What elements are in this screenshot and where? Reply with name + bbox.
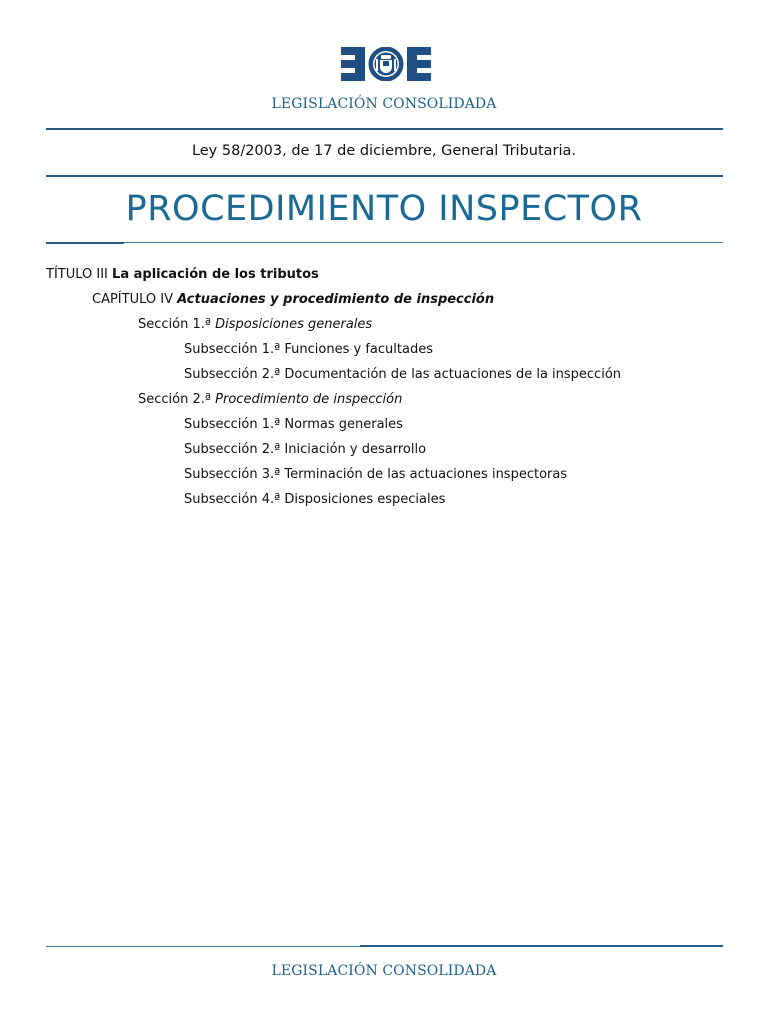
legislacion-consolidada-header: LEGISLACIÓN CONSOLIDADA [271, 96, 497, 112]
toc-subseccion: Subsección 1.ª Funciones y facultades [184, 342, 433, 357]
table-of-contents [46, 265, 736, 515]
toc-subseccion: Subsección 3.ª Terminación de las actuaciones inspectoras [184, 467, 568, 482]
toc-capitulo-prefix: CAPÍTULO IV [92, 292, 173, 307]
toc-seccion [46, 390, 736, 415]
toc-seccion-text: Disposiciones generales [215, 317, 373, 332]
toc-titulo [46, 265, 736, 290]
boe-logo [341, 47, 431, 81]
toc-capitulo [46, 290, 736, 315]
toc-subseccion: Subsección 2.ª Iniciación y desarrollo [184, 442, 427, 457]
page-title: PROCEDIMIENTO INSPECTOR [125, 189, 643, 229]
toc-subseccion: Subsección 4.ª Disposiciones especiales [184, 492, 446, 507]
toc-seccion-prefix: Sección 1.ª [138, 317, 212, 332]
title-bottom-divider [46, 242, 723, 243]
toc-capitulo-text: Actuaciones y procedimiento de inspección [177, 292, 495, 307]
toc-seccion-text: Procedimiento de inspección [215, 392, 403, 407]
boe-logo-b-letter [341, 47, 365, 81]
toc-subseccion: Subsección 1.ª Normas generales [184, 417, 403, 432]
title-bottom-divider-accent [46, 242, 124, 244]
footer-divider-accent [360, 945, 723, 947]
boe-logo-e-letter [407, 47, 431, 81]
toc-subseccion: Subsección 2.ª Documentación de las actuaciones de la inspección [184, 367, 622, 382]
law-title: Ley 58/2003, de 17 de diciembre, General Tributaria. [191, 143, 577, 159]
header-divider [46, 128, 723, 130]
legislacion-consolidada-footer: LEGISLACIÓN CONSOLIDADA [271, 963, 497, 979]
toc-seccion [46, 315, 736, 340]
title-top-divider [46, 175, 723, 177]
toc-titulo-prefix: TÍTULO III [46, 267, 108, 282]
toc-seccion-prefix: Sección 2.ª [138, 392, 212, 407]
toc-titulo-text: La aplicación de los tributos [112, 267, 319, 282]
